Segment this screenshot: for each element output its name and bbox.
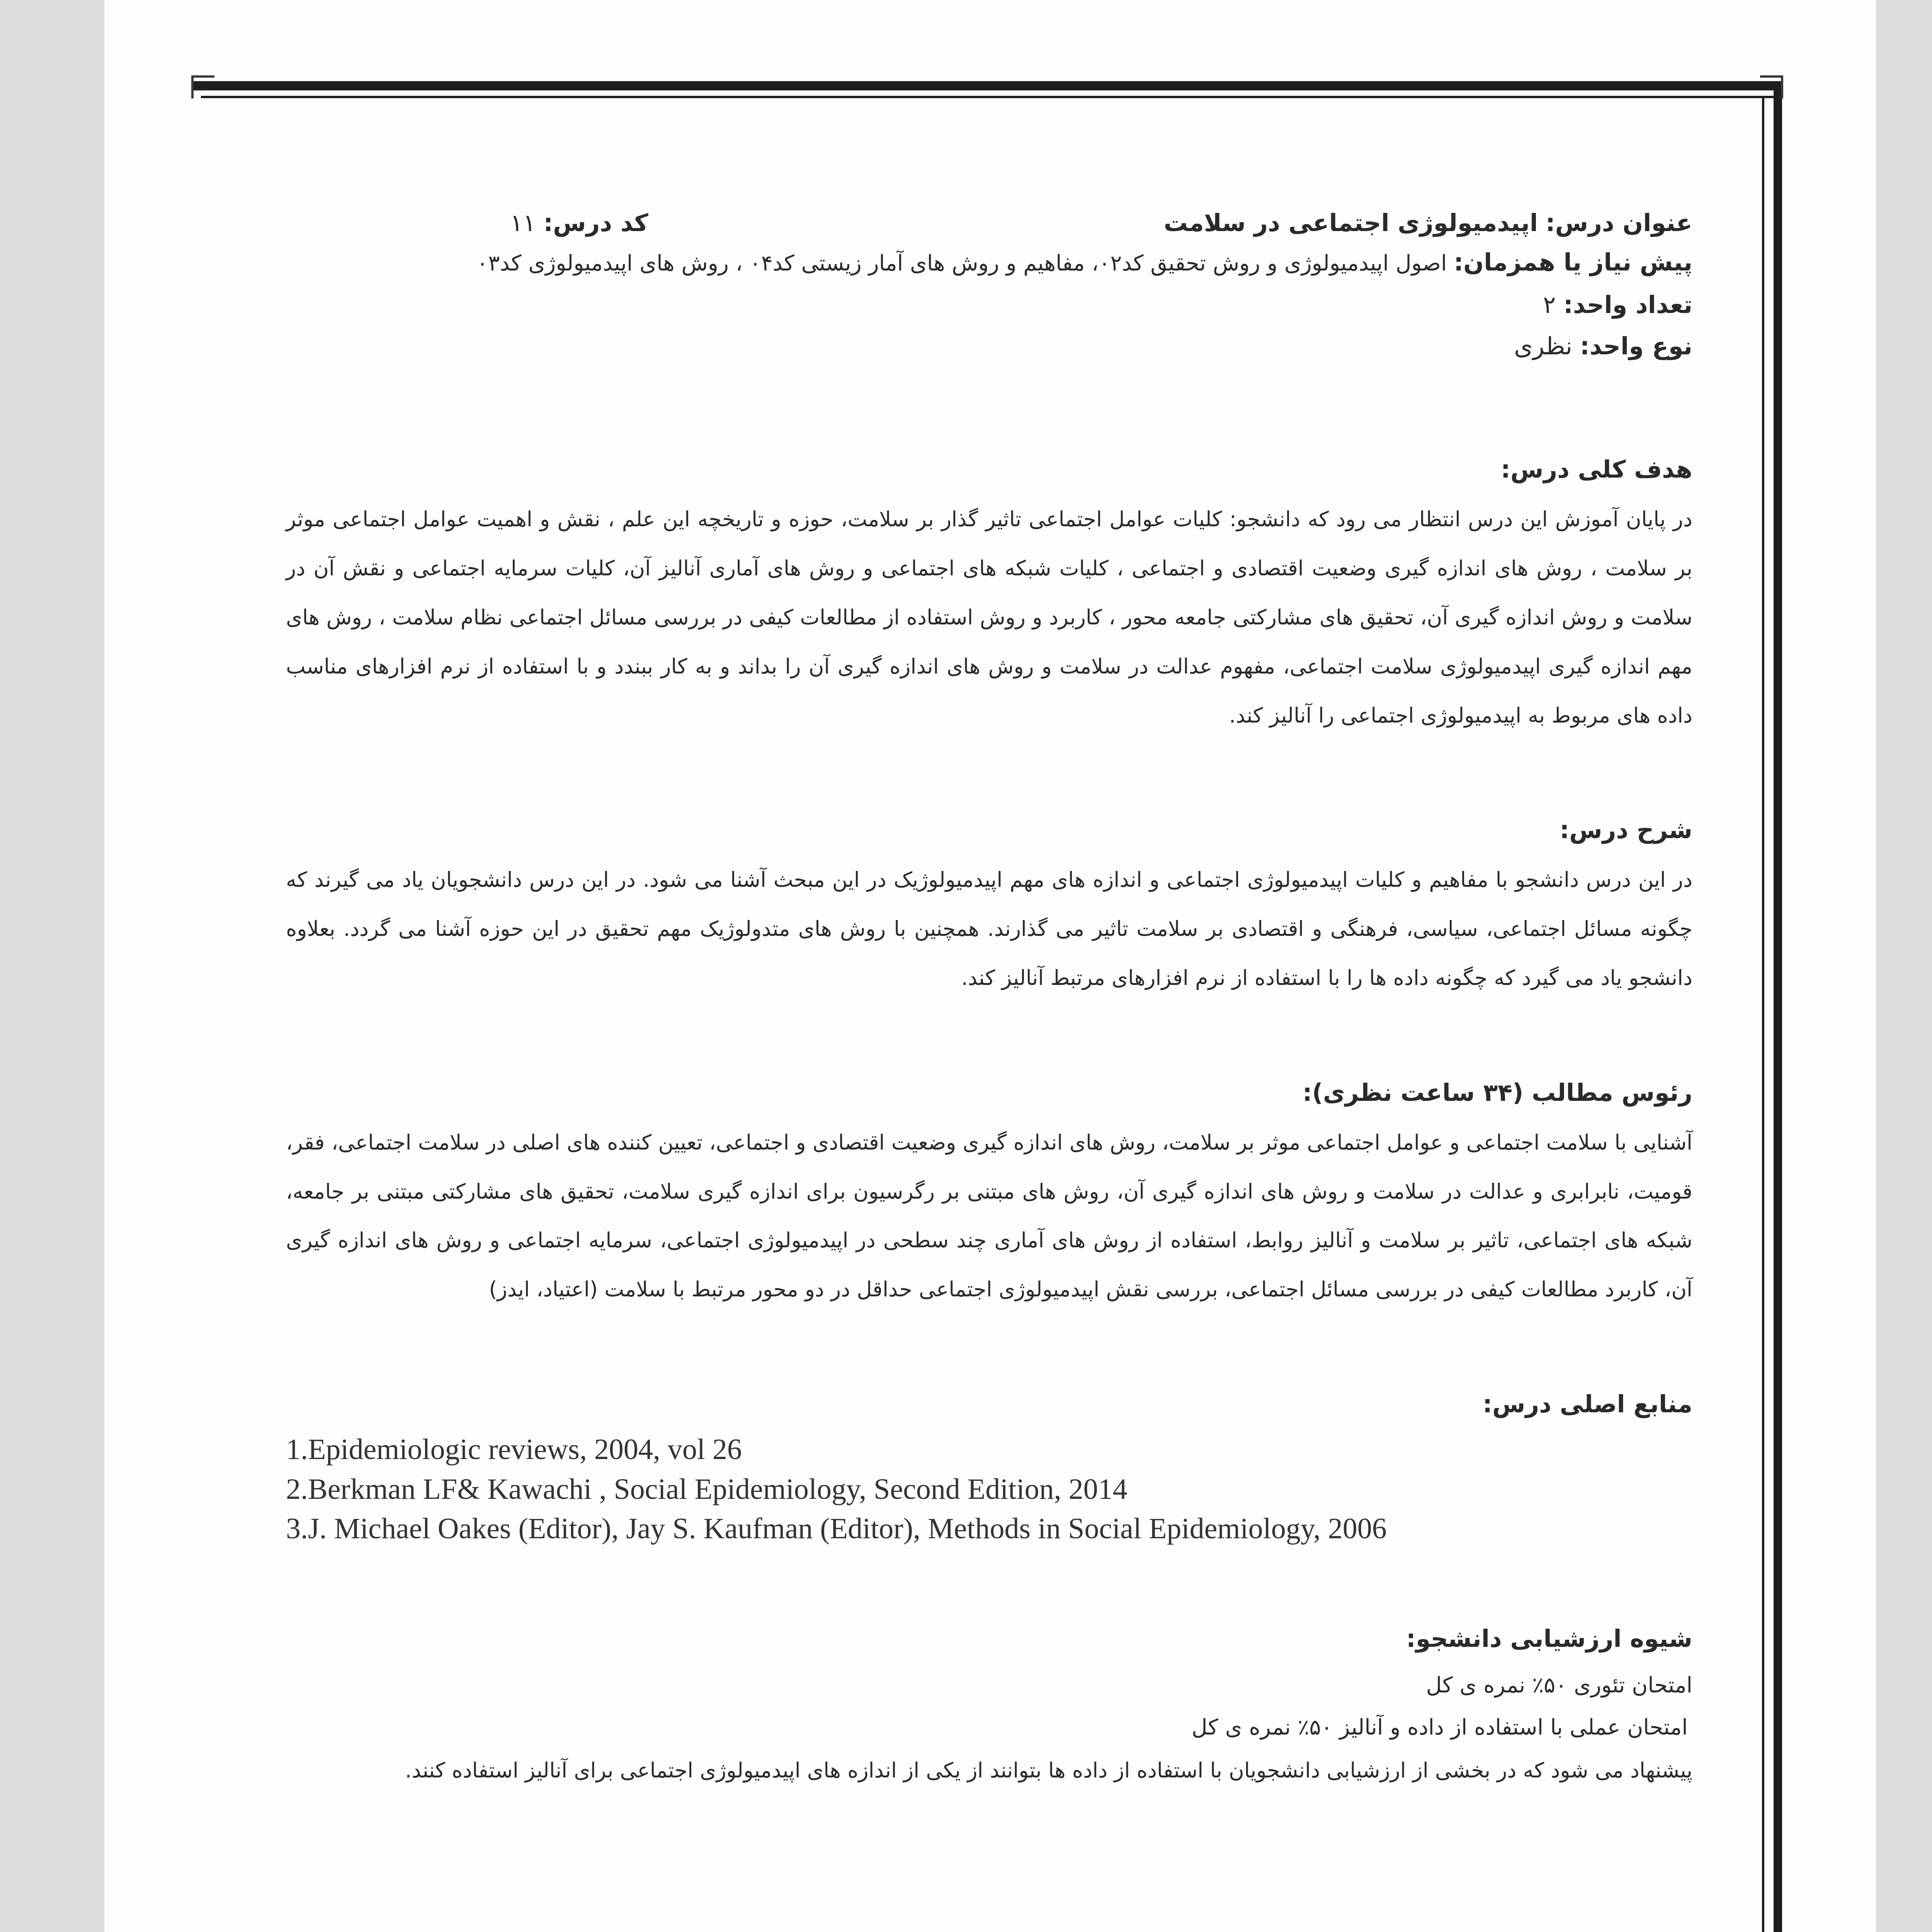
description-text: در این درس دانشجو با مفاهیم و کلیات اپیدمیولوژی اجتماعی و اندازه های مهم اپیدمیولوژیک در این مبحث آشنا می شود. در این درس دانشجویان یاد می گیرند که چگونه مسائل اجتماعی، سیاسی، فرهنگی و اقتصادی بر سلامت تاثیر می گذارند. همچنین با روش های متدولوژیک مهم تحقیق در این حوزه آشنا می گردد. بعلاوه دانشجو یاد می گیرد که چگونه داده ها را با استفاده از نرم افزارهای مرتبط آنالیز کند. (286, 867, 1692, 990)
course-code-label: کد درس: (543, 209, 648, 237)
reference-item: 3.J. Michael Oakes (Editor), Jay S. Kaufman (Editor), Methods in Social Epidemiology, 2006 (286, 1512, 1387, 1545)
topics-text: آشنایی با سلامت اجتماعی و عوامل اجتماعی موثر بر سلامت، روش های اندازه گیری وضعیت اقتصادی و اجتماعی، تعیین کننده های اصلی در سلامت اجتماعی، فقر، قومیت، نابرابری و عدالت در سلامت و روش های اندازه گیری آن، روش های مبتنی بر رگرسیون برای اندازه گیری سلامت، تحقیق های مشارکتی مبتنی بر جامعه، شبکه های اجتماعی، تاثیر بر سلامت و آنالیز روابط، استفاده از روش های آماری چند سطحی در اپیدمیولوژی اجتماعی، سرمایه اجتماعی و روش های اندازه گیری آن، کاربرد مطالعات کیفی در بررسی مسائل اجتماعی، بررسی نقش اپیدمیولوژی اجتماعی حداقل در دو محور مرتبط با سلامت (اعتیاد، ایدز) (286, 1130, 1692, 1302)
frame-right-rule (1774, 81, 1782, 1932)
course-title-value: اپیدمیولوژی اجتماعی در سلامت (1163, 209, 1538, 237)
unit-type-value: نظری (1514, 332, 1573, 361)
references-section (286, 1388, 1692, 1549)
topics-section (286, 1076, 1692, 1314)
goal-title: هدف کلی درس: (1501, 455, 1692, 484)
reference-item: 2.Berkman LF& Kawachi , Social Epidemiology, Second Edition, 2014 (286, 1473, 1128, 1505)
goal-section (286, 453, 1692, 740)
scan-left-margin (0, 0, 104, 1932)
scan-right-margin (1876, 0, 1932, 1932)
unit-count-label: تعداد واحد: (1563, 291, 1692, 319)
frame-right-inner-rule (1762, 98, 1764, 1932)
frame-top-inner-rule (201, 96, 1781, 98)
course-title-row (286, 205, 1692, 241)
course-document (286, 205, 1692, 1792)
evaluation-section (286, 1622, 1692, 1793)
evaluation-note: پیشنهاد می شود که در بخشی از ارزشیابی دانشجویان با استفاده از داده ها بتوانند از یکی از اندازه های اپیدمیولوژی اجتماعی برای آنالیز استفاده کنند. (405, 1758, 1692, 1783)
evaluation-title: شیوه ارزشیابی دانشجو: (1406, 1624, 1692, 1653)
unit-type (286, 328, 1692, 364)
course-code-value: ۱۱ (510, 209, 536, 237)
reference-item: 1.Epidemiologic reviews, 2004, vol 26 (286, 1433, 742, 1466)
references-title: منابع اصلی درس: (1483, 1390, 1692, 1418)
frame-corner-ornament (191, 75, 214, 99)
prerequisites (286, 243, 1692, 281)
description-section (286, 813, 1692, 1002)
course-title-label: عنوان درس: (1545, 209, 1692, 237)
goal-text: در پایان آموزش این درس انتظار می رود که دانشجو: کلیات عوامل اجتماعی تاثیر گذار بر سلامت، حوزه و تاریخچه این علم ، نقش و اهمیت عوامل اجتماعی موثر بر سلامت ، روش های اندازه گیری وضعیت اقتصادی و اجتماعی ، کلیات شبکه های اجتماعی و روش های آماری آنالیز آن، کلیات سرمایه اجتماعی و نقش آن در سلامت و روش اندازه گیری آن، تحقیق های مشارکتی جامعه محور ، کاربرد و روش استفاده از مطالعات کیفی در بررسی مسائل اجتماعی نظام سلامت ، روش های مهم اندازه گیری اپیدمیولوژی سلامت اجتماعی، مفهوم عدالت در سلامت و روش های اندازه گیری آن را بداند و به کار ببندد و با استفاده از نرم افزارهای مناسب داده های مربوط به اپیدمیولوژی اجتماعی را آنالیز کند. (286, 507, 1692, 728)
evaluation-item: امتحان تئوری ۵۰٪ نمره ی کل (1426, 1672, 1692, 1698)
unit-count-value: ۲ (1543, 291, 1556, 319)
unit-count (286, 287, 1692, 323)
course-title (1164, 205, 1692, 241)
evaluation-item: امتحان عملی با استفاده از داده و آنالیز ۵۰٪ نمره ی کل (1191, 1714, 1688, 1740)
description-title: شرح درس: (1560, 816, 1692, 844)
unit-type-label: نوع واحد: (1580, 332, 1692, 361)
frame-top-rule (193, 81, 1781, 90)
prerequisites-label: پیش نیاز یا همزمان: (1454, 248, 1692, 276)
topics-title: رئوس مطالب (۳۴ ساعت نظری): (1302, 1078, 1692, 1107)
frame-corner-ornament (1760, 75, 1783, 99)
reference-list (286, 1430, 1561, 1549)
prerequisites-value: اصول اپیدمیولوژی و روش تحقیق کد۰۲، مفاهیم و روش های آمار زیستی کد۰۴ ، روش های اپیدمیولوژی کد۰۳ (476, 251, 1447, 276)
course-code (510, 205, 648, 241)
